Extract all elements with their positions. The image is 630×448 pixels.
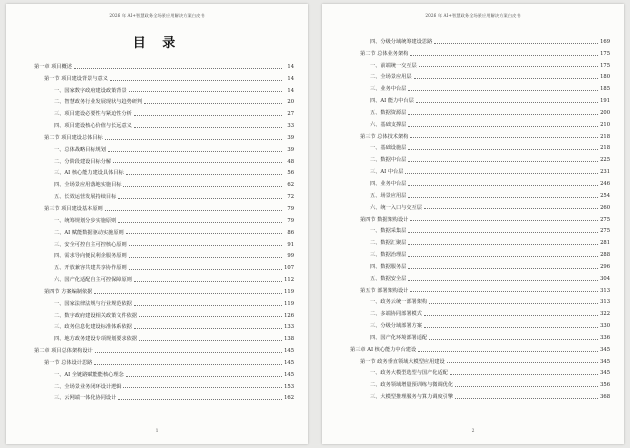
toc-dot-leader <box>129 269 282 270</box>
toc-dot-leader <box>447 362 598 363</box>
toc-entry-page: 296 <box>600 263 610 270</box>
toc-entry-page: 14 <box>287 75 294 82</box>
toc-entry-page: 210 <box>600 121 610 128</box>
toc-dot-leader <box>139 340 282 341</box>
toc-dot-leader <box>134 115 282 116</box>
toc-subsection-entry[interactable] <box>350 104 610 116</box>
toc-entry-page: 99 <box>287 253 294 260</box>
toc-subsection-entry[interactable] <box>34 94 294 106</box>
toc-dot-leader <box>410 55 598 56</box>
toc-entry-label: 一、AI 全链路赋能能核心理念 <box>54 371 124 378</box>
toc-dot-leader <box>105 210 282 211</box>
toc-dot-leader <box>424 208 598 209</box>
toc-dot-leader <box>408 256 598 257</box>
toc-dot-leader <box>408 126 598 127</box>
toc-section-entry[interactable] <box>34 354 294 366</box>
toc-entry-label: 二、智慧政务行业发展现状与趋势研判 <box>54 99 143 106</box>
toc-entry-page: 368 <box>600 394 610 401</box>
toc-dot-leader <box>424 315 598 316</box>
toc-dot-leader <box>410 137 598 138</box>
toc-entry-label: 第四节 数据架构设计 <box>360 216 409 223</box>
toc-subsection-entry[interactable] <box>350 175 610 187</box>
toc-section-entry[interactable] <box>350 211 610 223</box>
toc-entry-page: 313 <box>600 287 610 294</box>
toc-entry-label: 三、政务信息化建设标准体系依据 <box>54 324 132 331</box>
toc-entry-page: 200 <box>600 109 610 116</box>
toc-entry-label: 第一节 项目建设背景与意义 <box>44 75 108 82</box>
toc-entry-label: 第二节 项目建设总体目标 <box>44 134 103 141</box>
toc-entry-label: 三、云网端一体化协同设计 <box>54 395 117 402</box>
toc-subsection-entry[interactable] <box>350 33 610 45</box>
toc-subsection-entry[interactable] <box>350 388 610 400</box>
toc-subsection-entry[interactable] <box>350 163 610 175</box>
toc-dot-leader <box>429 339 598 340</box>
toc-entry-label: 一、政务大模型选型与国产化适配 <box>370 370 448 377</box>
toc-subsection-entry[interactable] <box>34 319 294 331</box>
toc-entry-label: 三、安全可控自主可控核心原则 <box>54 241 127 248</box>
toc-entry-page: 288 <box>600 252 610 259</box>
toc-section-entry[interactable] <box>34 70 294 82</box>
toc-dot-leader <box>126 233 282 234</box>
toc-subsection-entry[interactable] <box>34 141 294 153</box>
toc-entry-label: 四、项目建设核心价值与长远意义 <box>54 123 132 130</box>
toc-entry-label: 第一节 政务垂直领域大模型应用建设 <box>360 358 445 365</box>
toc-entry-label: 三、项目建设必要性与紧迫性分析 <box>54 111 132 118</box>
toc-entry-page: 175 <box>600 62 610 69</box>
toc-subsection-entry[interactable] <box>34 153 294 165</box>
toc-entry-page: 191 <box>600 98 610 105</box>
toc-dot-leader <box>139 316 282 317</box>
toc-entry-page: 48 <box>287 158 294 165</box>
toc-entry-page: 126 <box>284 312 294 319</box>
toc-entry-label: 第五节 部署架构设计 <box>360 287 409 294</box>
toc-entry-label: 一、数据采集层 <box>370 228 407 235</box>
toc-entry-page: 336 <box>600 334 610 341</box>
toc-page-left <box>6 4 308 444</box>
toc-dot-leader <box>134 127 282 128</box>
toc-entry-label: 第四节 方案编制依据 <box>44 288 93 295</box>
toc-section-entry[interactable] <box>350 128 610 140</box>
toc-entry-label: 三、大模型推理服务与算力调度引擎 <box>370 394 454 401</box>
toc-title: 目 录 <box>132 36 182 51</box>
toc-dot-leader <box>450 374 598 375</box>
toc-entry-label: 四、国产化环境部署适配 <box>370 334 428 341</box>
toc-list <box>350 33 610 400</box>
toc-subsection-entry[interactable] <box>34 295 294 307</box>
toc-chapter-entry[interactable] <box>350 341 610 353</box>
toc-subsection-entry[interactable] <box>350 223 610 235</box>
toc-entry-label: 二、数据汇聚层 <box>370 240 407 247</box>
toc-entry-page: 175 <box>600 50 610 57</box>
toc-entry-label: 第一章 项目概述 <box>34 63 72 70</box>
toc-section-entry[interactable] <box>34 283 294 295</box>
toc-entry-label: 二、政务领域增量预训练与微调优化 <box>370 382 454 389</box>
toc-entry-label: 五、数据安全层 <box>370 275 407 282</box>
toc-entry-page: 56 <box>287 170 294 177</box>
toc-entry-label: 四、数据服务层 <box>370 263 407 270</box>
toc-entry-page: 330 <box>600 323 610 330</box>
toc-subsection-entry[interactable] <box>350 151 610 163</box>
toc-subsection-entry[interactable] <box>350 80 610 92</box>
toc-dot-leader <box>94 364 282 365</box>
toc-dot-leader <box>129 245 282 246</box>
toc-entry-page: 33 <box>287 123 294 130</box>
toc-subsection-entry[interactable] <box>350 305 610 317</box>
toc-subsection-entry[interactable] <box>34 378 294 390</box>
toc-entry-page: 246 <box>600 180 610 187</box>
toc-entry-label: 一、统筹规划分步实施原则 <box>54 217 117 224</box>
toc-dot-leader <box>108 151 282 152</box>
toc-entry-page: 119 <box>284 288 294 295</box>
toc-entry-page: 62 <box>287 182 294 189</box>
toc-subsection-entry[interactable] <box>350 140 610 152</box>
toc-entry-label: 三、AI 中台层 <box>370 169 404 176</box>
toc-dot-leader <box>416 102 598 103</box>
toc-dot-leader <box>123 186 282 187</box>
toc-section-entry[interactable] <box>34 200 294 212</box>
toc-entry-label: 六、基础支撑层 <box>370 121 407 128</box>
toc-subsection-entry[interactable] <box>350 270 610 282</box>
toc-entry-page: 86 <box>287 229 294 236</box>
toc-dot-leader <box>418 351 598 352</box>
toc-entry-label: 三、AI 核心能力建设具体目标 <box>54 170 124 177</box>
toc-entry-label: 一、基础设施层 <box>370 145 407 152</box>
toc-entry-label: 一、前端统一交互层 <box>370 62 417 69</box>
toc-entry-page: 281 <box>600 240 610 247</box>
toc-subsection-entry[interactable] <box>34 330 294 342</box>
toc-dot-leader <box>424 327 598 328</box>
toc-entry-label: 二、数字政府建设相关政策文件依据 <box>54 312 138 319</box>
toc-entry-label: 四、地方政务建设专项规划要求依据 <box>54 336 138 343</box>
toc-subsection-entry[interactable] <box>34 105 294 117</box>
toc-subsection-entry[interactable] <box>350 116 610 128</box>
toc-entry-page: 304 <box>600 275 610 282</box>
toc-subsection-entry[interactable] <box>34 248 294 260</box>
toc-entry-page: 79 <box>287 217 294 224</box>
toc-subsection-entry[interactable] <box>350 365 610 377</box>
toc-entry-page: 14 <box>287 63 294 70</box>
toc-subsection-entry[interactable] <box>350 187 610 199</box>
toc-subsection-entry[interactable] <box>34 176 294 188</box>
toc-dot-leader <box>429 303 598 304</box>
toc-entry-label: 四、AI 能力中台层 <box>370 98 414 105</box>
toc-dot-leader <box>126 174 282 175</box>
toc-entry-label: 三、分级分域部署方案 <box>370 323 422 330</box>
toc-dot-leader <box>410 220 598 221</box>
toc-dot-leader <box>129 91 282 92</box>
toc-subsection-entry[interactable] <box>350 92 610 104</box>
toc-dot-leader <box>134 281 282 282</box>
toc-entry-page: 91 <box>287 241 294 248</box>
toc-entry-page: 322 <box>600 311 610 318</box>
toc-entry-label: 第二章 项目总体架构设计 <box>34 348 93 355</box>
toc-dot-leader <box>105 139 282 140</box>
toc-entry-page: 153 <box>284 383 294 390</box>
toc-subsection-entry[interactable] <box>34 224 294 236</box>
toc-dot-leader <box>408 232 598 233</box>
toc-entry-label: 二、全场景业务闭环设计逻辑 <box>54 383 122 390</box>
toc-dot-leader <box>134 305 282 306</box>
toc-entry-label: 第一节 总体设计思路 <box>44 359 93 366</box>
toc-subsection-entry[interactable] <box>34 212 294 224</box>
toc-subsection-entry[interactable] <box>34 82 294 94</box>
toc-entry-page: 72 <box>287 194 294 201</box>
toc-dot-leader <box>410 291 598 292</box>
toc-subsection-entry[interactable] <box>350 57 610 69</box>
toc-entry-label: 一、政务云统一部署架构 <box>370 299 428 306</box>
toc-entry-page: 275 <box>600 216 610 223</box>
toc-entry-label: 五、场景应用层 <box>370 192 407 199</box>
toc-dot-leader <box>434 43 598 44</box>
toc-list <box>34 58 294 401</box>
toc-entry-label: 二、AI 赋能数据驱动实施原则 <box>54 229 124 236</box>
toc-entry-label: 二、数据中台层 <box>370 157 407 164</box>
toc-subsection-entry[interactable] <box>350 234 610 246</box>
toc-subsection-entry[interactable] <box>34 236 294 248</box>
toc-dot-leader <box>414 78 598 79</box>
toc-entry-page: 79 <box>287 205 294 212</box>
toc-entry-label: 二、分阶段建设目标分解 <box>54 158 112 165</box>
running-header: 2026 年 AI+智慧政务全场景应用解决方案白皮书 <box>109 13 205 18</box>
toc-entry-page: 138 <box>284 336 294 343</box>
toc-entry-label: 三、数据治理层 <box>370 252 407 259</box>
toc-dot-leader <box>94 293 282 294</box>
toc-entry-label: 四、分级分域统筹建设思路 <box>370 38 433 45</box>
toc-entry-page: 162 <box>284 395 294 402</box>
page-number: 1 <box>155 429 159 434</box>
toc-entry-page: 231 <box>600 169 610 176</box>
toc-subsection-entry[interactable] <box>350 376 610 388</box>
toc-entry-page: 356 <box>600 382 610 389</box>
toc-entry-label: 五、长效运营发展持续目标 <box>54 194 117 201</box>
toc-subsection-entry[interactable] <box>34 271 294 283</box>
toc-subsection-entry[interactable] <box>34 165 294 177</box>
toc-section-entry[interactable] <box>350 282 610 294</box>
toc-dot-leader <box>405 173 598 174</box>
toc-dot-leader <box>95 352 282 353</box>
toc-entry-page: 145 <box>284 371 294 378</box>
toc-entry-label: 五、开放兼容共建共享协作原则 <box>54 265 127 272</box>
toc-subsection-entry[interactable] <box>34 390 294 402</box>
toc-entry-label: 三、业务中台层 <box>370 86 407 93</box>
toc-entry-page: 275 <box>600 228 610 235</box>
toc-entry-page: 107 <box>284 265 294 272</box>
toc-subsection-entry[interactable] <box>34 117 294 129</box>
toc-subsection-entry[interactable] <box>34 366 294 378</box>
toc-subsection-entry[interactable] <box>350 69 610 81</box>
toc-entry-label: 四、需求导向便民利企服务原则 <box>54 253 127 260</box>
toc-entry-page: 20 <box>287 99 294 106</box>
toc-subsection-entry[interactable] <box>350 246 610 258</box>
toc-page-right <box>322 4 624 444</box>
toc-subsection-entry[interactable] <box>34 259 294 271</box>
toc-entry-page: 260 <box>600 204 610 211</box>
toc-entry-label: 四、全场景应用落地实施目标 <box>54 182 122 189</box>
toc-dot-leader <box>408 149 598 150</box>
toc-subsection-entry[interactable] <box>350 199 610 211</box>
toc-entry-page: 112 <box>284 277 294 284</box>
toc-entry-label: 一、总体战略目标规划 <box>54 146 106 153</box>
toc-dot-leader <box>118 222 282 223</box>
toc-section-entry[interactable] <box>350 45 610 57</box>
toc-dot-leader <box>455 398 598 399</box>
toc-dot-leader <box>408 161 598 162</box>
toc-entry-page: 225 <box>600 157 610 164</box>
toc-chapter-entry[interactable] <box>34 342 294 354</box>
toc-entry-page: 169 <box>600 38 610 45</box>
toc-entry-page: 39 <box>287 134 294 141</box>
toc-dot-leader <box>113 162 282 163</box>
toc-entry-page: 345 <box>600 358 610 365</box>
toc-entry-label: 第三节 总体技术架构 <box>360 133 409 140</box>
toc-dot-leader <box>408 185 598 186</box>
toc-entry-page: 345 <box>600 346 610 353</box>
toc-dot-leader <box>408 244 598 245</box>
toc-entry-label: 四、业务中台层 <box>370 180 407 187</box>
toc-dot-leader <box>110 80 282 81</box>
toc-entry-page: 254 <box>600 192 610 199</box>
toc-entry-page: 119 <box>284 300 294 307</box>
toc-entry-page: 145 <box>284 348 294 355</box>
toc-dot-leader <box>408 114 598 115</box>
running-header: 2026 年 AI+智慧政务全场景应用解决方案白皮书 <box>425 13 521 18</box>
toc-entry-page: 27 <box>287 111 294 118</box>
toc-entry-label: 第三章 AI 核心能力中台建设 <box>350 346 417 353</box>
toc-dot-leader <box>129 257 282 258</box>
toc-subsection-entry[interactable] <box>350 294 610 306</box>
toc-entry-label: 五、数据资源层 <box>370 109 407 116</box>
toc-entry-page: 145 <box>284 359 294 366</box>
toc-subsection-entry[interactable] <box>34 188 294 200</box>
toc-subsection-entry[interactable] <box>350 258 610 270</box>
toc-entry-label: 一、国家法律法规与行业规范依据 <box>54 300 132 307</box>
toc-dot-leader <box>408 268 598 269</box>
toc-entry-page: 14 <box>287 87 294 94</box>
toc-dot-leader <box>419 66 598 67</box>
toc-dot-leader <box>126 376 282 377</box>
toc-dot-leader <box>408 280 598 281</box>
toc-dot-leader <box>144 103 282 104</box>
toc-dot-leader <box>118 198 282 199</box>
toc-entry-label: 一、国家数字政府建设政策背景 <box>54 87 127 94</box>
toc-entry-page: 180 <box>600 74 610 81</box>
toc-entry-label: 六、国产化适配自主可控保障原则 <box>54 277 132 284</box>
toc-subsection-entry[interactable] <box>34 307 294 319</box>
toc-subsection-entry[interactable] <box>350 317 610 329</box>
toc-chapter-entry[interactable] <box>34 58 294 70</box>
toc-section-entry[interactable] <box>34 129 294 141</box>
toc-section-entry[interactable] <box>350 353 610 365</box>
toc-dot-leader <box>408 90 598 91</box>
toc-dot-leader <box>455 386 598 387</box>
page-number: 2 <box>471 429 475 434</box>
toc-entry-label: 六、统一入口与交互层 <box>370 204 422 211</box>
toc-entry-page: 313 <box>600 299 610 306</box>
toc-dot-leader <box>74 68 282 69</box>
toc-dot-leader <box>123 387 282 388</box>
toc-entry-page: 345 <box>600 370 610 377</box>
toc-dot-leader <box>118 399 282 400</box>
toc-dot-leader <box>408 197 598 198</box>
toc-entry-label: 二、多端协同部署模式 <box>370 311 422 318</box>
toc-entry-label: 第三节 项目建设基本原则 <box>44 205 103 212</box>
toc-entry-page: 133 <box>284 324 294 331</box>
toc-entry-page: 185 <box>600 86 610 93</box>
toc-dot-leader <box>134 328 282 329</box>
toc-entry-label: 二、全场景应用层 <box>370 74 412 81</box>
toc-subsection-entry[interactable] <box>350 329 610 341</box>
toc-entry-page: 218 <box>600 133 610 140</box>
toc-entry-page: 218 <box>600 145 610 152</box>
toc-entry-label: 第二节 总体业务架构 <box>360 50 409 57</box>
toc-entry-page: 39 <box>287 146 294 153</box>
